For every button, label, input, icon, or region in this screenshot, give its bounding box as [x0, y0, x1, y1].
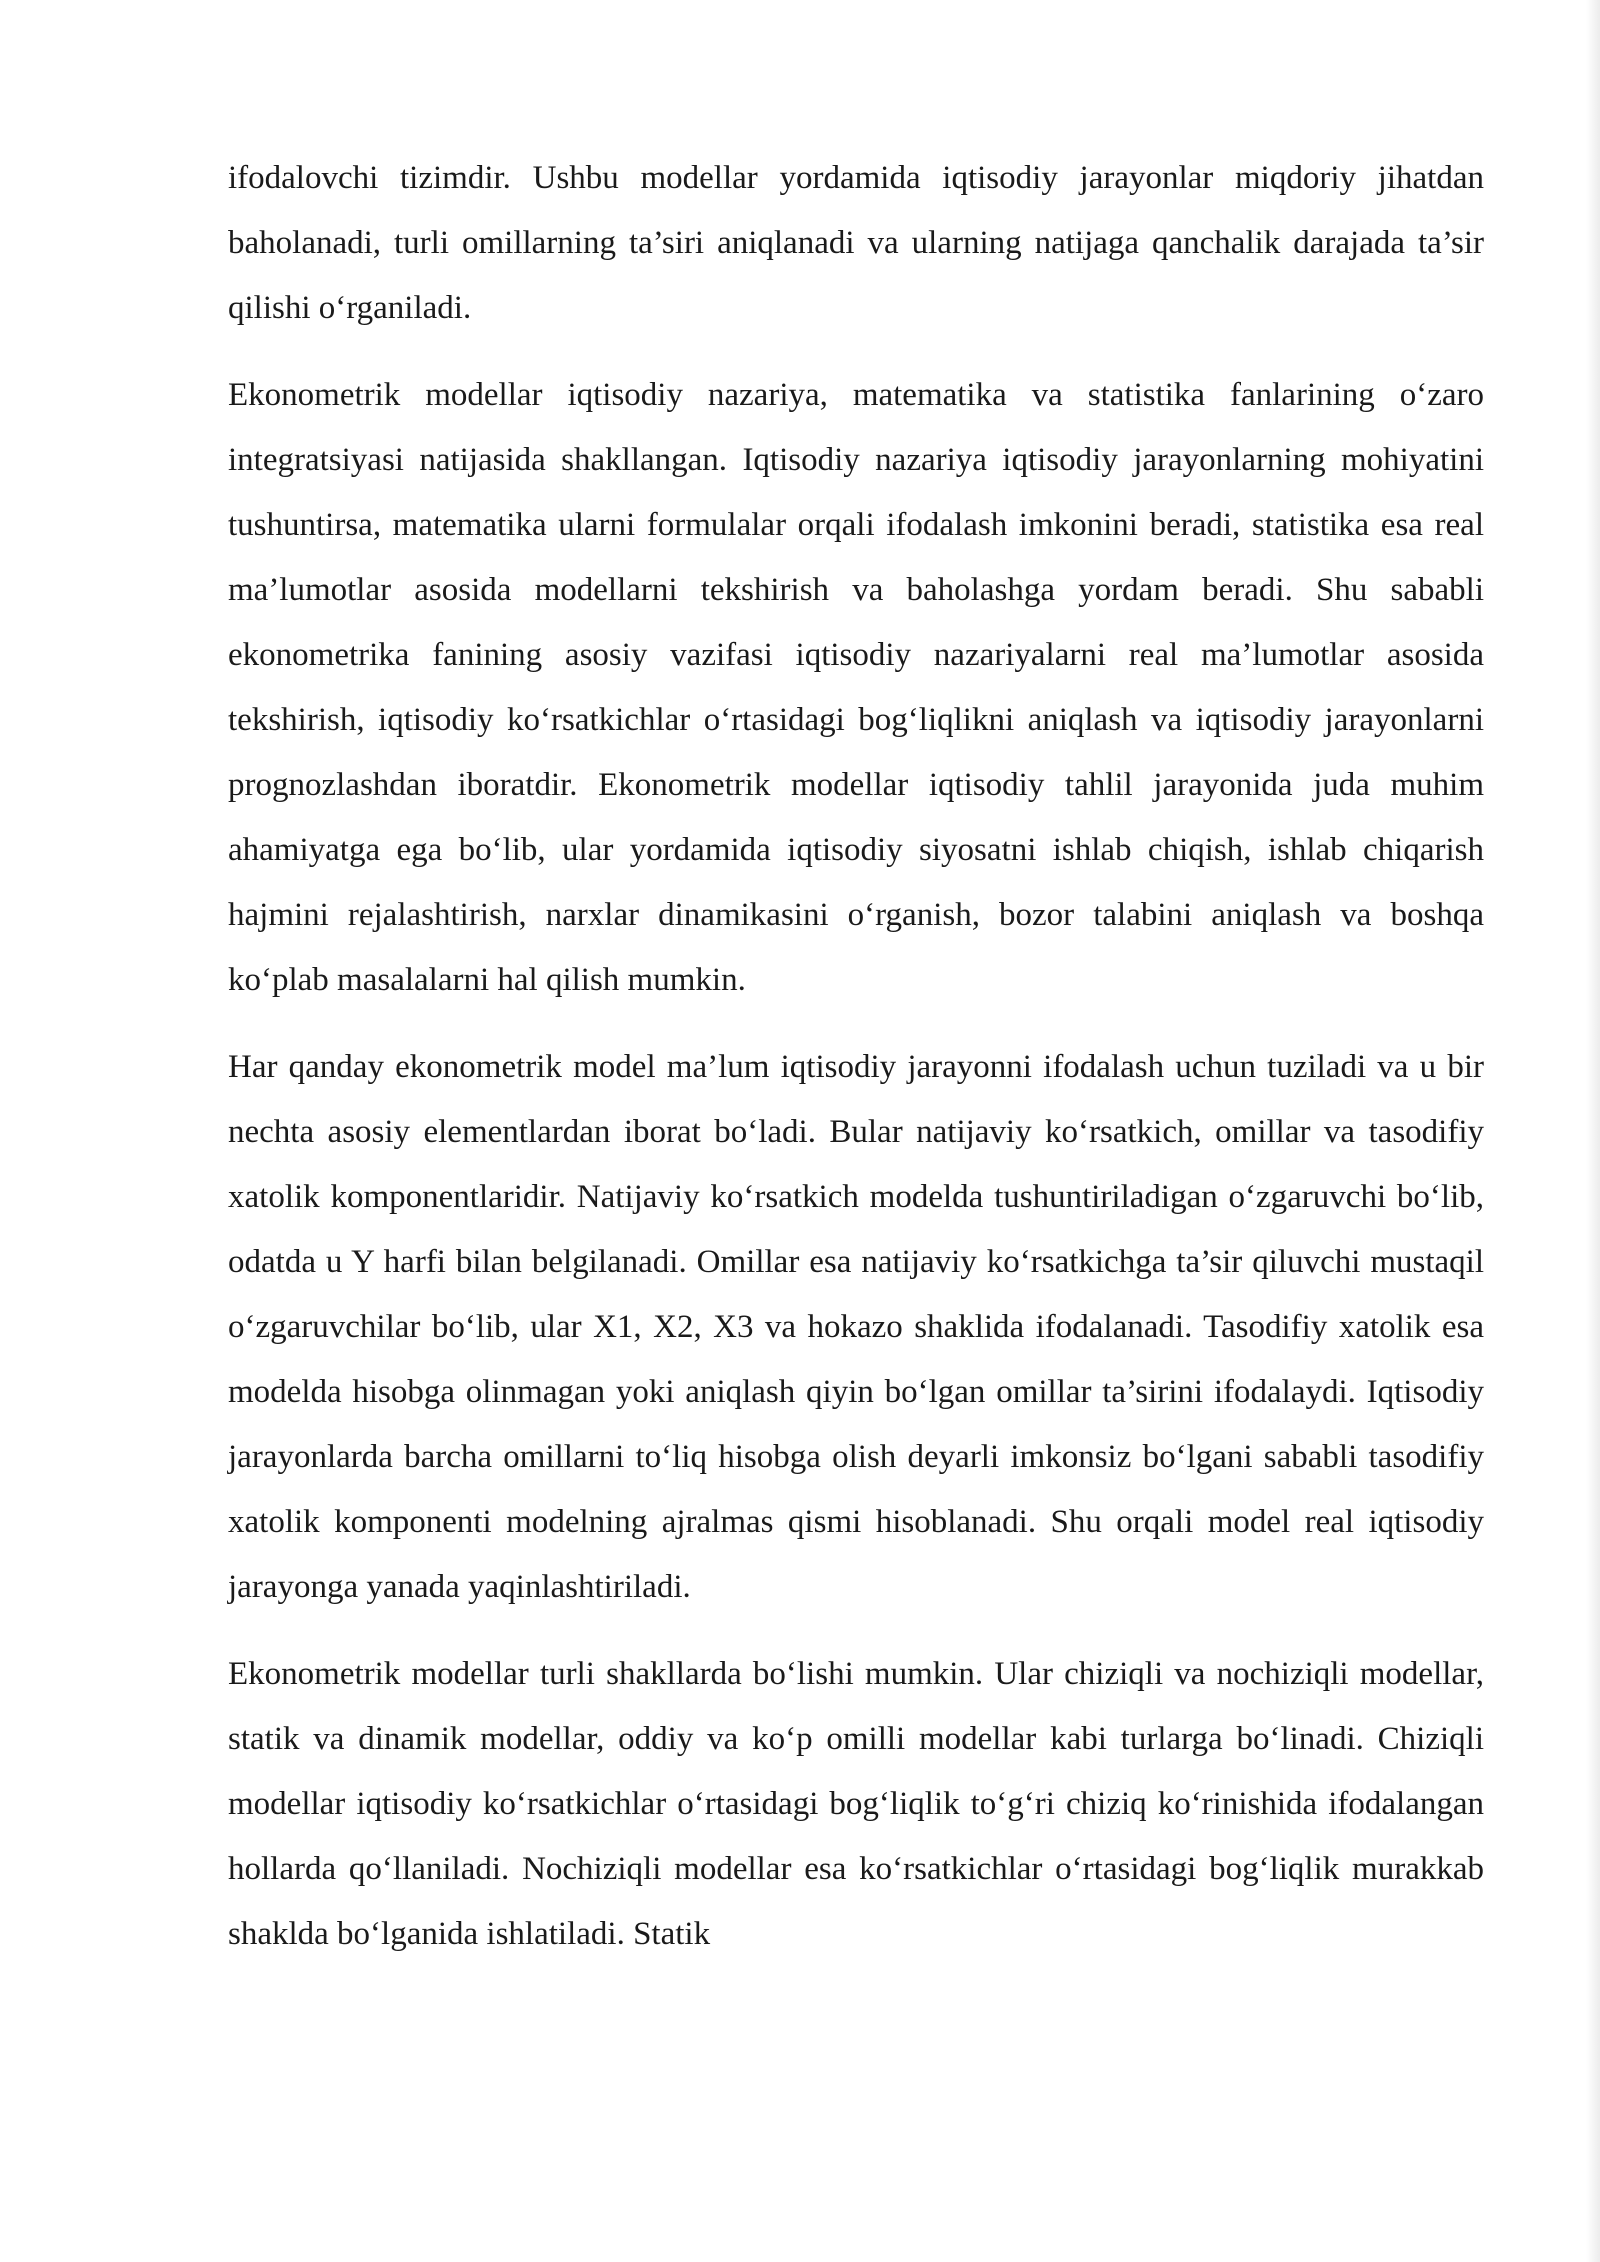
- document-body: [228, 146, 1484, 1967]
- paragraph-4: Ekonometrik modellar turli shakllarda bo‘lishi mumkin. Ular chiziqli va nochiziqli modellar, statik va dinamik modellar, oddiy va ko‘p omilli modellar kabi turlarga bo‘linadi. Chiziqli modellar iqtisodiy ko‘rsatkichlar o‘rtasidagi bog‘liqlik to‘g‘ri chiziq ko‘rinishida ifodalangan hollarda qo‘llaniladi. Nochiziqli modellar esa ko‘rsatkichlar o‘rtasidagi bog‘liqlik murakkab shaklda bo‘lganida ishlatiladi. Statik: [228, 1656, 1484, 1952]
- paragraph-1: ifodalovchi tizimdir. Ushbu modellar yordamida iqtisodiy jarayonlar miqdoriy jihatdan baholanadi, turli omillarning ta’siri aniqlanadi va ularning natijaga qanchalik darajada ta’sir qilishi o‘rganiladi.: [228, 160, 1484, 326]
- paragraph-3: Har qanday ekonometrik model ma’lum iqtisodiy jarayonni ifodalash uchun tuziladi va u bir nechta asosiy elementlardan iborat bo‘ladi. Bular natijaviy ko‘rsatkich, omillar va tasodifiy xatolik komponentlaridir. Natijaviy ko‘rsatkich modelda tushuntiriladigan o‘zgaruvchi bo‘lib, odatda u Y harfi bilan belgilanadi. Omillar esa natijaviy ko‘rsatkichga ta’sir qiluvchi mustaqil o‘zgaruvchilar bo‘lib, ular X1, X2, X3 va hokazo shaklida ifodalanadi. Tasodifiy xatolik esa modelda hisobga olinmagan yoki aniqlash qiyin bo‘lgan omillar ta’sirini ifodalaydi. Iqtisodiy jarayonlarda barcha omillarni to‘liq hisobga olish deyarli imkonsiz bo‘lgani sababli tasodifiy xatolik komponenti modelning ajralmas qismi hisoblanadi. Shu orqali model real iqtisodiy jarayonga yanada yaqinlashtiriladi.: [228, 1049, 1484, 1605]
- paragraph-2: Ekonometrik modellar iqtisodiy nazariya, matematika va statistika fanlarining o‘zaro integratsiyasi natijasida shakllangan. Iqtisodiy nazariya iqtisodiy jarayonlarning mohiyatini tushuntirsa, matematika ularni formulalar orqali ifodalash imkonini beradi, statistika esa real ma’lumotlar asosida modellarni tekshirish va baholashga yordam beradi. Shu sababli ekonometrika fanining asosiy vazifasi iqtisodiy nazariyalarni real ma’lumotlar asosida tekshirish, iqtisodiy ko‘rsatkichlar o‘rtasidagi bog‘liqlikni aniqlash va iqtisodiy jarayonlarni prognozlashdan iboratdir. Ekonometrik modellar iqtisodiy tahlil jarayonida juda muhim ahamiyatga ega bo‘lib, ular yordamida iqtisodiy siyosatni ishlab chiqish, ishlab chiqarish hajmini rejalashtirish, narxlar dinamikasini o‘rganish, bozor talabini aniqlash va boshqa ko‘plab masalalarni hal qilish mumkin.: [228, 377, 1484, 998]
- page-edge-shadow: [1586, 0, 1600, 2262]
